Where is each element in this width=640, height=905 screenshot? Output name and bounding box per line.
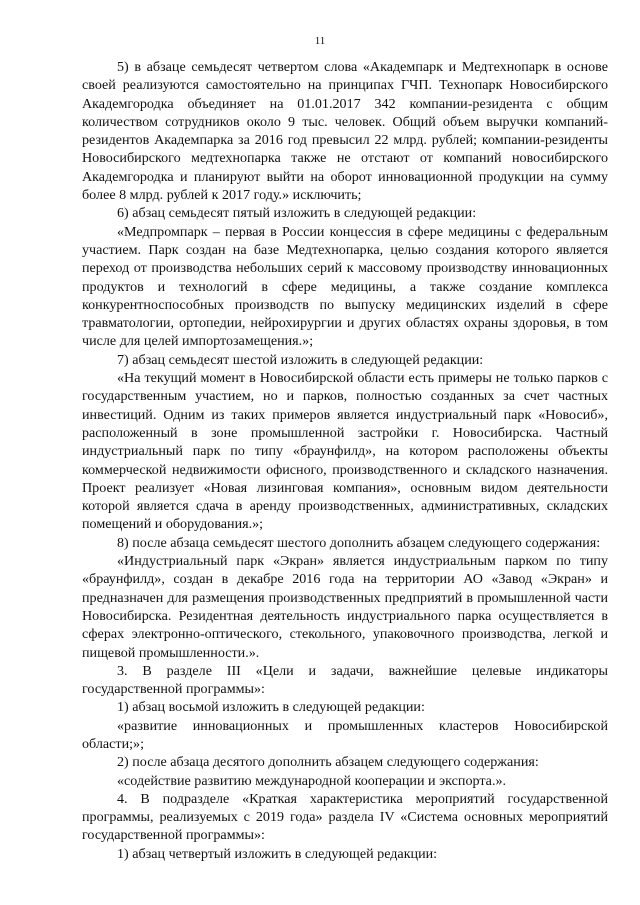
paragraph-item-6-heading: 6) абзац семьдесят пятый изложить в следующей редакции: xyxy=(117,205,477,222)
paragraph-section-3-heading: 3. В разделе III «Цели и задачи, важнейшие целевые индикаторы государственной программы»: xyxy=(82,662,608,698)
paragraph-section-4-item-1: 1) абзац четвертый изложить в следующей редакции: xyxy=(117,845,438,862)
paragraph-section-3-item-2: 2) после абзаца десятого дополнить абзацем следующего содержания: xyxy=(117,754,539,771)
page-number: 11 xyxy=(314,35,326,47)
paragraph-section-3-item-1: 1) абзац восьмой изложить в следующей редакции: xyxy=(117,699,425,716)
paragraph-novosib-quote: «На текущий момент в Новосибирской области есть примеры не только парков с государственным участием, но и парков, полностью созданных за счет частных инвестиций. Одним из таких примеров является индустриальный парк «Новосиб», расположенный в зоне промышленной застройки г. Новосибирска. Частный индустриальный парк по типу «браунфилд», на котором расположены объекты коммерческой недвижимости офисного, производственного и складского назначения. Проект реализует «Новая лизинговая компания», основным видом деятельности которой является сдача в аренду производственных, административных, складских помещений и оборудования.»; xyxy=(82,370,608,533)
paragraph-export-quote: «содействие развитию международной кооперации и экспорта.». xyxy=(117,772,507,789)
document-body xyxy=(82,58,608,863)
paragraph-clusters-quote: «развитие инновационных и промышленных кластеров Новосибирской области;»; xyxy=(82,717,608,752)
paragraph-ekran-quote: «Индустриальный парк «Экран» является индустриальным парком по типу «браунфилд», создан в декабре 2016 года на территории АО «Завод «Экран» и предназначен для размещения производственных предприятий в промышленной части Новосибирска. Резидентная деятельность индустриального парка осуществляется в сферах электронно-оптического, стекольного, упаковочного производства, легкой и пищевой промышленности.». xyxy=(82,553,608,661)
paragraph-item-7-heading: 7) абзац семьдесят шестой изложить в следующей редакции: xyxy=(117,351,484,368)
paragraph-medprompark-quote: «Медпромпарк – первая в России концессия в сфере медицины с федеральным участием. Парк создан на базе Медтехнопарка, целью создания которого является переход от производства небольших серий к массовому производству инновационных продуктов и технологий в сфере медицины, а также создание комплекса конкурентноспособных производств по выпуску медицинских изделий в сфере травматологии, ортопедии, нейрохирургии и других областях охраны здоровья, в том числе для целей импортозамещения.»; xyxy=(82,223,608,350)
paragraph-item-8-heading: 8) после абзаца семьдесят шестого дополнить абзацем следующего содержания: xyxy=(117,534,601,551)
paragraph-section-4-heading: 4. В подразделе «Краткая характеристика мероприятий государственной программы, реализуемых с 2019 года» раздела IV «Система основных мероприятий государственной программы»: xyxy=(82,790,608,844)
paragraph-item-5-amendment: 5) в абзаце семьдесят четвертом слова «Академпарк и Медтехнопарк в основе своей реализуются самостоятельно на принципах ГЧП. Технопарк Новосибирского Академгородка объединяет на 01.01.2017 342 компании-резидента с общим количеством сотрудников около 9 тыс. человек. Общий объем выручки компаний-резидентов Академпарка за 2016 год превысил 22 млрд. рублей; компании-резиденты Новосибирского медтехнопарка также не отстают от компаний новосибирского Академгородка и планируют выйти на оборот инновационной продукции на сумму более 8 млрд. рублей к 2017 году.» исключить; xyxy=(82,59,608,204)
